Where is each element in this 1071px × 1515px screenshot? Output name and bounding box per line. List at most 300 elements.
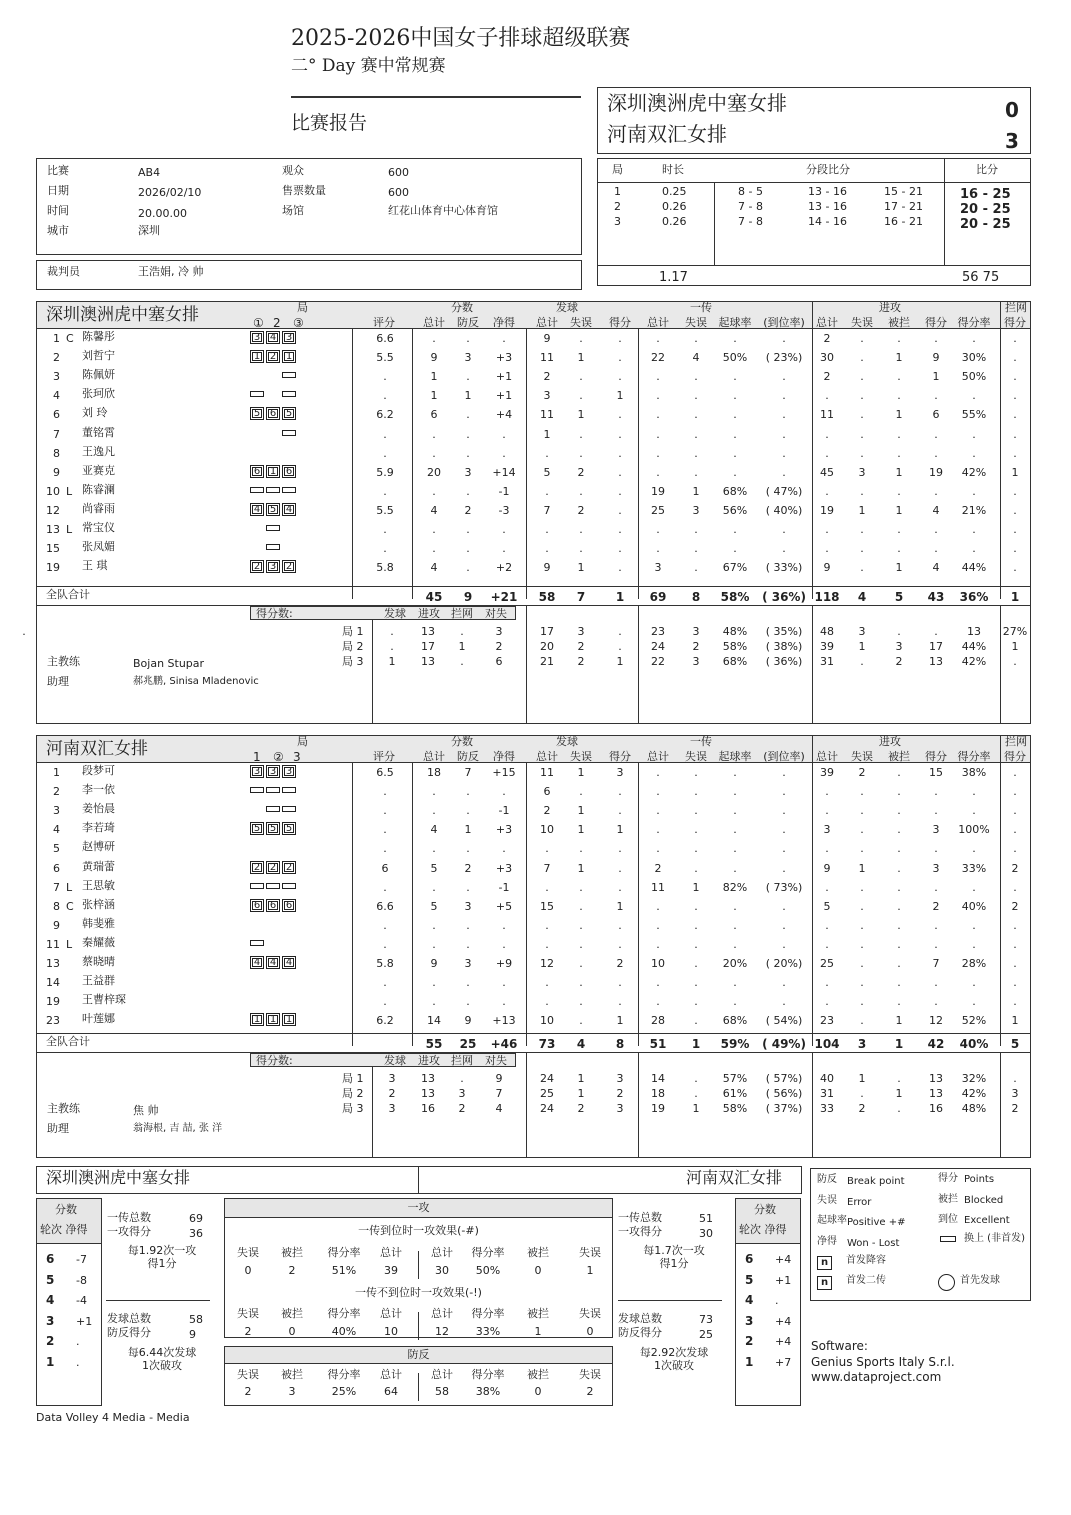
stat-cell: 9 [430,957,438,970]
round-subtitle: 二° Day 赛中常规赛 [291,56,446,76]
stat-cell: . [466,804,470,818]
stat-cell: . [860,842,864,856]
stat-cell: 28 [651,1014,665,1028]
stat-cell: . [934,484,938,498]
set-duration: 0.26 [662,215,687,228]
stat-cell: 1 [1011,465,1019,479]
set-pts-cell: 3 [458,1087,466,1101]
mid-cell: 2 [244,1385,252,1398]
rotation-number: 3 [46,1313,55,1328]
stat-cell: 1 [858,861,866,875]
stat-cell: . [1013,427,1017,441]
stat-cell: 38% [961,766,987,779]
set-stat-cell: . [860,655,864,669]
set-number: 3 [614,215,621,228]
stat-cell: . [579,446,583,460]
mid-cell: 2 [586,1385,594,1398]
mid-col-header: 总计 [431,1246,453,1259]
set-duration: 0.25 [662,185,687,198]
stat-cell: . [1013,542,1017,556]
stat-cell: . [694,446,698,460]
stat-cell: . [656,766,660,779]
stat-cell: . [545,880,549,894]
col-header-at_err: 失误 [851,750,873,763]
stat-cell: . [466,995,470,1009]
serve-header: 发球 [556,301,578,314]
start-position: 5 [282,407,296,420]
stat-cell: 1 [616,1014,624,1028]
set-stat-cell: 2 [692,640,700,654]
set-stat-cell: 31 [820,655,834,669]
set-pts-cell: 13 [421,1087,435,1101]
stat-cell: 1 [895,1014,903,1028]
setter-starter-icon: n [817,1276,832,1290]
mid-col-header: 被拦 [281,1307,303,1320]
assistant-names: 翁海根, 吉 喆, 张 洋 [133,1123,223,1135]
set-header: 局 [297,735,308,748]
stat-cell: . [782,785,786,799]
stat-cell: 18 [427,766,441,779]
stat-cell: . [432,446,436,460]
set-stat-cell: 48% [961,1102,987,1116]
set-pts-cell: 6 [495,655,503,669]
stat-cell: 23 [820,1014,834,1028]
sub-bar-icon [250,787,264,793]
player-name: 秦耀薇 [82,935,115,949]
match-label: 比赛 [47,164,69,177]
stat-cell: . [972,542,976,556]
set-pts-cell: 1 [458,640,466,654]
stat-cell: 25 [651,503,665,517]
stat-cell: 3 [464,351,472,365]
total-cell: 1 [615,590,625,605]
player-number: 1 [53,332,60,345]
player-set-rotations [250,407,298,420]
set-partial-1: 7 - 8 [738,215,763,228]
stat-cell: 11 [651,880,665,894]
team1-sets-won: 0 [1005,98,1019,122]
stat-cell: . [1013,918,1017,932]
start-position: 1 [250,350,264,363]
col-header-rc_tot: 总计 [647,750,669,763]
set-stat-cell: . [860,1087,864,1101]
total-cell: 3 [857,1037,867,1052]
stat-cell: . [656,842,660,856]
col-header-rc_pos: 起球率 [718,316,752,329]
stat-cell: . [934,804,938,818]
stat-cell: . [656,465,660,479]
rating-header: 评分 [373,316,395,329]
stat-cell: . [972,918,976,932]
col-header-at_tot: 总计 [816,316,838,329]
stat-cell: +4 [495,408,513,422]
mid-col-header: 得分率 [471,1246,505,1259]
pts-header: 对失 [485,1054,507,1068]
stat-cell: . [897,976,901,990]
stat-cell: 4 [932,561,940,575]
player-number: 2 [53,351,60,365]
t1-sv-pts-label: 防反得分 [107,1326,151,1339]
total-cell: 8 [691,590,701,605]
total-cell: 118 [814,590,840,605]
stat-cell: . [1013,937,1017,951]
start-position: 1 [266,465,280,478]
set-mark: 2 [273,316,281,330]
stat-cell: . [733,389,737,403]
block-header: 拦网 [1005,735,1027,748]
stat-cell: . [656,408,660,422]
mid-col-header: 得分率 [471,1368,505,1381]
stat-cell: . [383,995,387,1009]
start-position: 4 [266,956,280,969]
stat-cell: ( 23%) [765,351,803,365]
stat-cell: 55% [961,408,987,422]
starter-icon: n [817,1256,832,1270]
stat-cell: 1 [895,408,903,422]
player-number: 2 [53,785,60,799]
stat-cell: . [782,804,786,818]
stat-cell: 30 [820,351,834,365]
sub-bar-icon [266,806,280,812]
set-stat-cell: . [897,1102,901,1116]
t2-fb-ratio: 每1.7次一攻 [643,1244,705,1257]
stat-cell: . [383,523,387,536]
stat-cell: 50% [722,351,748,365]
stat-cell: . [618,861,622,875]
stat-cell: . [972,995,976,1009]
sub-bar-icon [282,391,296,397]
col-header-sv_pts: 得分 [609,750,631,763]
stat-cell: 5.5 [376,503,394,517]
stat-cell: . [694,995,698,1009]
match-info [36,158,582,255]
mid-col-header: 被拦 [527,1307,549,1320]
player-number: 7 [53,427,60,441]
stat-cell: 3 [823,823,831,837]
stat-cell: . [618,995,622,1009]
stat-cell: . [897,861,901,875]
stat-cell: 44% [961,561,987,575]
set-stat-cell: . [934,625,938,639]
stat-cell: . [825,918,829,932]
set-stat-cell: 2 [1011,1102,1019,1116]
tickets: 600 [388,186,409,199]
stat-cell: . [782,446,786,460]
pts-header: 发球 [384,607,406,621]
stat-cell: . [579,523,583,536]
reception-header: 一传 [690,735,712,748]
set-partial-1: 7 - 8 [738,200,763,213]
total-cell: +46 [490,1037,518,1052]
start-position: 4 [282,956,296,969]
total-cell: 43 [927,590,945,605]
stat-cell: . [694,976,698,990]
referees [36,260,582,290]
t2-sv-ratio: 每2.92次发球 [639,1346,709,1359]
stat-cell: 42% [961,465,987,479]
stat-cell: . [972,427,976,441]
player-role: L [66,484,73,498]
player-number: 8 [53,899,60,913]
mid-cell: 2 [244,1325,252,1338]
legend-key: 失误 [817,1194,837,1206]
stat-cell: . [825,523,829,536]
stat-cell: +14 [492,465,516,479]
stat-cell: 2 [1011,861,1019,875]
stat-cell: . [897,332,901,345]
stat-cell: . [1013,408,1017,422]
stat-cell: . [579,899,583,913]
stat-cell: . [972,484,976,498]
player-number: 4 [53,389,60,403]
total-cell: 58% [720,590,750,605]
stat-cell: 20 [427,465,441,479]
rotation-net: -4 [76,1294,87,1307]
set-partial-2: 14 - 16 [808,215,847,228]
set-stat-cell: ( 38%) [765,640,803,654]
set-final-score: 20 - 25 [960,217,1011,232]
stat-cell: 4 [430,561,438,575]
player-set-rotations [250,918,298,929]
stat-cell: ( 33%) [765,561,803,575]
rotation-number: 4 [745,1293,754,1307]
stat-cell: 1 [430,389,438,403]
mid-col-header: 得分率 [471,1307,505,1320]
stat-cell: . [733,823,737,837]
stat-cell: . [432,804,436,818]
stat-cell: . [656,918,660,932]
stat-cell: 1 [858,503,866,517]
stat-cell: . [782,523,786,536]
sub-bar-icon [250,487,264,493]
stat-cell: -3 [498,503,510,517]
mid-col-header: 得分率 [327,1246,361,1259]
stat-cell: 1 [932,370,940,384]
stat-cell: . [579,785,583,799]
set-stat-cell: 58% [722,1102,748,1116]
player-set-rotations [250,560,298,573]
stat-cell: . [972,804,976,818]
player-set-rotations [250,1013,298,1026]
player-set-rotations [250,331,298,344]
stat-cell: 45 [820,465,834,479]
stat-cell: 1 [577,766,585,779]
player-set-rotations [250,841,298,852]
set-stat-cell: 31 [820,1087,834,1101]
col-header-rc_err: 失误 [685,750,707,763]
col-header-rc_pos: 起球率 [718,750,752,763]
start-position: 6 [266,899,280,912]
stat-cell: . [733,842,737,856]
stat-cell: . [1013,785,1017,799]
stat-cell: . [656,995,660,1009]
rotation-net: +7 [775,1355,792,1369]
stat-cell: . [545,542,549,556]
player-name: 陈睿澜 [82,482,115,496]
set-pts-cell: 3 [388,1072,396,1086]
t2-sv-tot-label: 发球总数 [618,1312,662,1325]
start-position: 2 [282,560,296,573]
stat-cell: . [897,389,901,403]
sub-bar-icon [266,787,280,793]
mid-cell: 1 [534,1325,542,1338]
mid-cell: 39 [384,1264,398,1277]
stat-cell: 11 [540,408,554,422]
player-set-rotations [250,388,298,399]
set-partial-2: 13 - 16 [808,200,847,213]
player-name: 亚赛克 [82,463,115,477]
stat-cell: . [733,995,737,1009]
stat-cell: . [502,523,506,536]
stat-cell: 100% [958,823,990,837]
stat-cell: 1 [543,427,551,441]
set-stat-cell: ( 35%) [765,625,803,639]
player-set-rotations [250,975,298,986]
set-stat-cell: ( 36%) [765,655,803,669]
total-cell: 104 [814,1037,840,1052]
legend-sub: 换上 (非首发) [964,1233,1025,1244]
stat-cell: 2 [823,332,831,345]
legend-value: Points [964,1174,995,1185]
stat-cell: . [1013,804,1017,818]
rotation-number: 5 [46,1272,55,1287]
player-set-rotations [250,503,298,516]
stat-cell: . [466,484,470,498]
stat-cell: . [466,370,470,384]
player-name: 尚睿雨 [82,501,115,515]
set-stat-cell: 21 [540,655,554,669]
stat-cell: . [656,332,660,345]
stat-cell: . [733,899,737,913]
software-url: www.dataproject.com [811,1370,942,1384]
set-row-label: 局 3 [342,1102,364,1116]
set-pts-cell: 13 [421,625,435,639]
team2-name: 河南双汇女排 [607,122,727,146]
software-label: Software: [811,1339,868,1353]
set-final-score: 20 - 25 [960,202,1011,217]
stat-cell: . [502,427,506,441]
stat-cell: . [656,899,660,913]
player-number: 13 [46,957,60,970]
score-col-header: 比分 [976,163,998,176]
stat-cell: . [545,976,549,990]
stat-cell: . [694,957,698,970]
stat-cell: 6.2 [376,408,394,422]
stat-cell: 9 [823,561,831,575]
stat-cell: . [545,446,549,460]
stat-cell: . [694,842,698,856]
rotation-number: 2 [46,1334,55,1348]
match-code: AB4 [138,166,161,179]
pts-header: 得分数: [256,1054,293,1068]
mid-col-header: 失误 [579,1307,601,1320]
stat-cell: . [972,332,976,345]
legend-key: 起球率 [817,1215,847,1226]
stat-cell: . [618,937,622,951]
player-set-rotations [250,956,298,969]
stat-cell: . [860,484,864,498]
stat-cell: 3 [858,465,866,479]
stat-cell: . [860,937,864,951]
set-stat-cell: 2 [577,1102,585,1116]
player-number: 3 [53,370,60,384]
col-header-pts_tot: 总计 [423,750,445,763]
stat-cell: . [656,976,660,990]
legend-value: Error [847,1196,872,1208]
pts-header: 进攻 [418,1054,440,1068]
stat-cell: ( 54%) [765,1014,803,1028]
set-stat-cell: . [618,625,622,639]
stat-cell: +13 [492,1014,516,1028]
stat-cell: 9 [932,351,940,365]
player-role: L [66,937,73,951]
stat-cell: . [782,861,786,875]
stat-cell: . [934,332,938,345]
player-number: 19 [46,561,60,575]
stat-cell: . [733,370,737,384]
stat-cell: . [825,937,829,951]
stat-cell: 28% [961,957,987,970]
set-row-label: 局 2 [342,1087,364,1101]
set-stat-cell: 17 [540,625,554,639]
total-cell: 42 [927,1037,945,1052]
set-pts-cell: 2 [495,640,503,654]
set-partial-1: 8 - 5 [738,185,763,198]
stat-cell: . [897,880,901,894]
total-cell: 59% [720,1037,750,1052]
set-pts-cell: . [460,1072,464,1086]
stat-cell: 6.5 [376,766,394,779]
stat-cell: . [897,823,901,837]
player-name: 陈佩妍 [82,368,115,382]
player-set-rotations [250,465,298,478]
set-stat-cell: 13 [929,1087,943,1101]
total-points: 56 75 [962,270,1000,285]
set-stat-cell: 24 [540,1102,554,1116]
t1-sv-pts: 9 [189,1328,196,1341]
stat-cell: 5 [430,899,438,913]
stat-cell: . [579,918,583,932]
stat-cell: 4 [430,503,438,517]
col-header-sv_pts: 得分 [609,316,631,329]
set-stat-cell: 17 [929,640,943,654]
stat-cell: 9 [543,332,551,345]
stat-cell: 68% [722,484,748,498]
player-name: 刘哲宁 [82,349,115,363]
stat-cell: . [934,918,938,932]
legend-key: 到位 [938,1214,958,1225]
stat-cell: . [782,766,786,779]
stat-cell: 2 [1011,899,1019,913]
stat-cell: . [972,976,976,990]
stat-cell: . [782,408,786,422]
stat-cell: -1 [498,880,510,894]
col-header-pts_net: 净得 [493,750,515,763]
start-position: 6 [282,465,296,478]
stat-cell: . [782,823,786,837]
stat-cell: . [1013,332,1017,345]
stat-cell: 1 [616,899,624,913]
set-mark: 1 [253,750,261,764]
stat-cell: . [383,880,387,894]
stat-cell: . [694,804,698,818]
stat-cell: . [1013,957,1017,970]
stat-cell: . [432,332,436,345]
stat-cell: . [733,766,737,779]
stat-cell: . [1013,446,1017,460]
stat-cell: . [934,427,938,441]
player-number: 4 [53,823,60,837]
